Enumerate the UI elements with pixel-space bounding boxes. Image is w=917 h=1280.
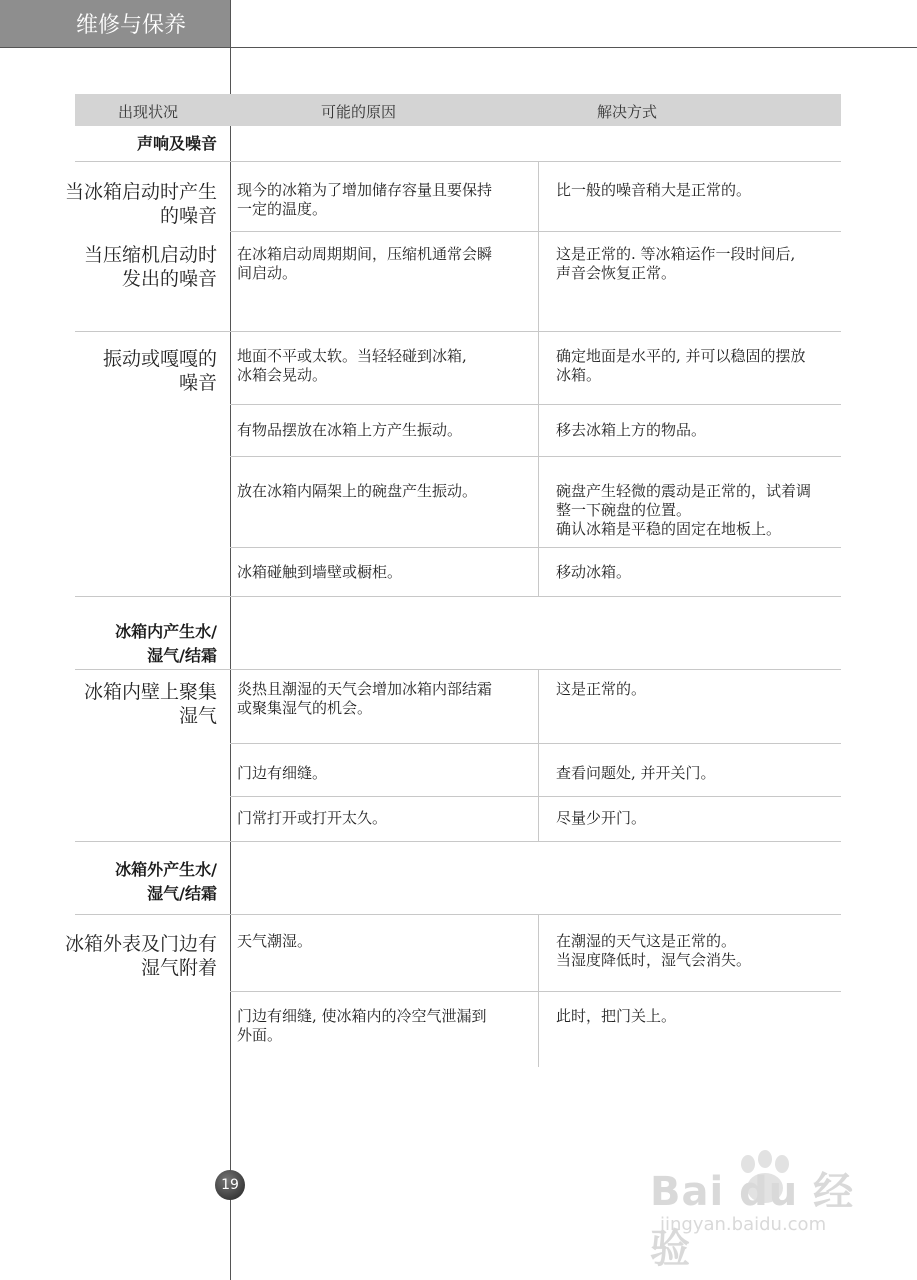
cause-cell: 现今的冰箱为了增加储存容量且要保持 一定的温度。	[237, 181, 493, 218]
solution-cell: 这是正常的. 等冰箱运作一段时间后, 声音会恢复正常。	[556, 245, 796, 282]
column-header-cause: 可能的原因	[321, 103, 397, 121]
row-divider	[230, 231, 841, 232]
symptom-compressor-noise: 当压缩机启动时 发出的噪音	[83, 244, 217, 290]
section-title-inside-moisture: 冰箱内产生水/ 湿气/结霜	[115, 622, 217, 665]
cause-cell: 有物品摆放在冰箱上方产生振动。	[237, 421, 463, 439]
solution-cell: 确定地面是水平的, 并可以稳固的摆放 冰箱。	[556, 347, 806, 384]
cause-cell: 门边有细缝。	[237, 764, 328, 782]
column-header-solution: 解决方式	[597, 103, 658, 121]
cause-cell: 放在冰箱内隔架上的碗盘产生振动。	[237, 482, 478, 500]
margin-rule	[230, 0, 231, 1280]
column-separator	[538, 915, 539, 1067]
page-number: 19	[215, 1170, 245, 1200]
symptom-startup-noise: 当冰箱启动时产生 的噪音	[64, 181, 217, 227]
solution-cell: 查看问题处, 并开关门。	[556, 764, 716, 782]
solution-cell: 此时，把门关上。	[556, 1007, 677, 1025]
column-separator	[538, 670, 539, 841]
row-divider	[230, 547, 841, 548]
solution-cell: 尽量少开门。	[556, 809, 647, 827]
row-divider	[75, 161, 841, 162]
cause-cell: 炎热且潮湿的天气会增加冰箱内部结霜 或聚集湿气的机会。	[237, 680, 493, 717]
section-title-outside-moisture: 冰箱外产生水/ 湿气/结霜	[115, 860, 217, 903]
row-divider	[230, 796, 841, 797]
watermark-url: jingyan.baidu.com	[660, 1214, 827, 1235]
column-separator	[538, 332, 539, 596]
cause-cell: 冰箱碰触到墙壁或橱柜。	[237, 563, 403, 581]
row-divider	[75, 914, 841, 915]
cause-cell: 在冰箱启动周期期间，压缩机通常会瞬 间启动。	[237, 245, 493, 282]
solution-cell: 碗盘产生轻微的震动是正常的，试着调 整一下碗盘的位置。 确认冰箱是平稳的固定在地板上。	[556, 482, 812, 538]
cause-cell: 天气潮湿。	[237, 932, 313, 950]
column-header-symptom: 出现状况	[118, 103, 179, 121]
header-divider	[0, 47, 917, 48]
cause-cell: 门边有细缝, 使冰箱内的冷空气泄漏到 外面。	[237, 1007, 487, 1044]
row-divider	[230, 743, 841, 744]
row-divider	[75, 841, 841, 842]
watermark	[640, 1150, 880, 1272]
row-divider	[75, 669, 841, 670]
cause-cell: 地面不平或太软。当轻轻碰到冰箱, 冰箱会晃动。	[237, 347, 467, 384]
row-divider	[75, 331, 841, 332]
header-title: 维修与保养	[0, 0, 230, 47]
row-divider	[230, 404, 841, 405]
solution-cell: 在潮湿的天气这是正常的。 当湿度降低时，湿气会消失。	[556, 932, 752, 969]
section-title-noise: 声响及噪音	[136, 134, 217, 153]
column-header-bar	[75, 94, 841, 126]
solution-cell: 比一般的噪音稍大是正常的。	[556, 181, 752, 199]
cause-cell: 门常打开或打开太久。	[237, 809, 388, 827]
solution-cell: 这是正常的。	[556, 680, 647, 698]
solution-cell: 移去冰箱上方的物品。	[556, 421, 707, 439]
symptom-inner-moisture: 冰箱内壁上聚集 湿气	[83, 681, 217, 727]
column-separator	[538, 162, 539, 331]
row-divider	[75, 596, 841, 597]
row-divider	[230, 991, 841, 992]
watermark-brand: Bai du 经验	[650, 1169, 855, 1272]
symptom-outer-moisture: 冰箱外表及门边有 湿气附着	[64, 933, 217, 979]
solution-cell: 移动冰箱。	[556, 563, 632, 581]
row-divider	[230, 456, 841, 457]
symptom-vibration-noise: 振动或嘎嘎的 噪音	[102, 348, 217, 394]
